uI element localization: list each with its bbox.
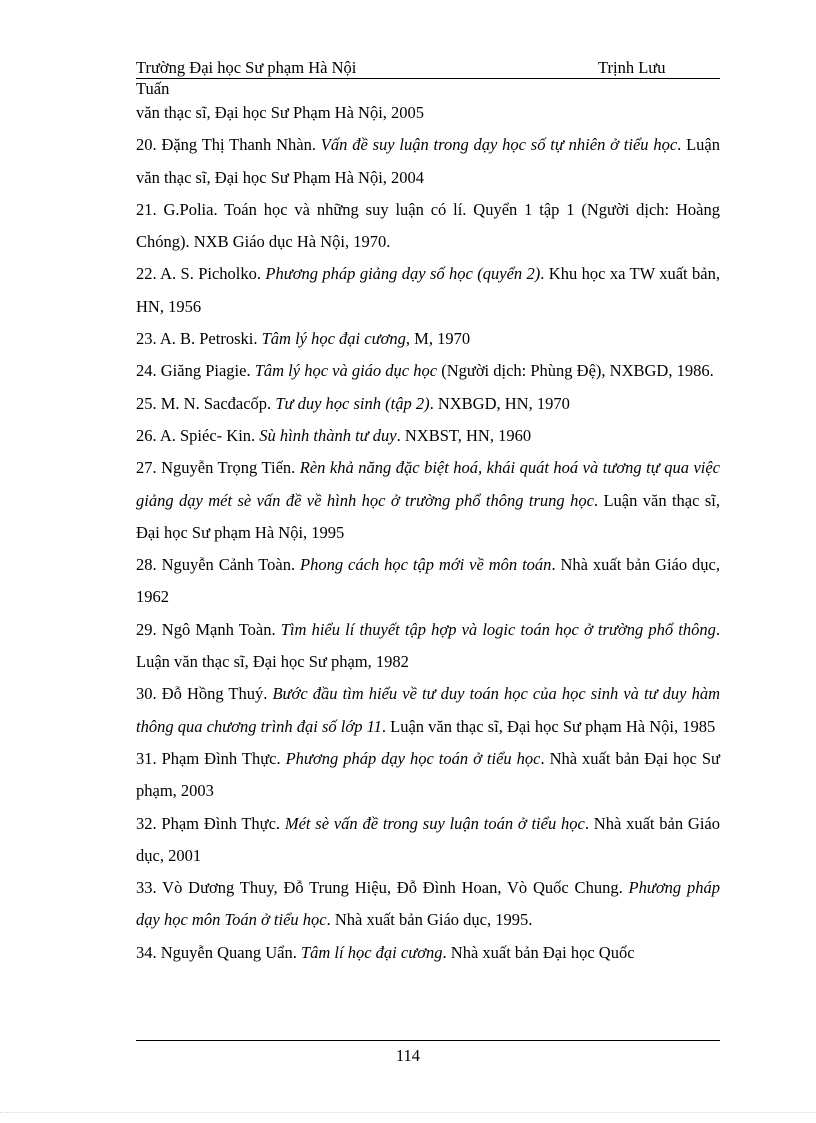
reference-title: Tìm hiểu lí thuyết tập hợp và logic toán học ở trường phổ thông (280, 619, 716, 639)
reference-text: 32. Phạm Đình Thực. (136, 813, 285, 833)
reference-text: . Nhà xuất bản Đại học Sư phạm, 2003 (136, 748, 720, 801)
reference-text: 31. Phạm Đình Thực. (136, 748, 286, 768)
header-institution: Trường Đại học Sư phạm Hà Nội (136, 58, 357, 77)
reference-title: Vấn đề suy luận trong dạy học số tự nhiên ở tiểu học (320, 135, 678, 155)
reference-title: Bước đầu tìm hiểu về tư duy toán học của học sinh và tư duy hàm thông qua chương trình đại số lớp 11 (136, 684, 720, 736)
reference-text: 24. Giăng Piagie. (136, 361, 255, 381)
reference-text: . Nhà xuất bản Giáo dục, 2001 (136, 813, 720, 865)
reference-list (136, 97, 720, 969)
reference-entry (136, 258, 720, 323)
reference-title: Sù hình thành tư duy (259, 425, 397, 445)
page-edge-divider (0, 1112, 816, 1113)
reference-text: . Nhà xuất bản Giáo dục, 1995. (326, 910, 533, 930)
reference-text: . Luận văn thạc sĩ, Đại học Sư phạm Hà Nội, 1985 (381, 716, 716, 736)
page-number: 114 (395, 1046, 421, 1065)
reference-title: Rèn khả năng đặc biệt hoá, khái quát hoá và tương tự qua việc giảng dạy mét sè vấn đề về hình học ở trường phổ thông trung học (136, 458, 720, 510)
reference-text: 28. Nguyễn Cảnh Toàn. (136, 555, 301, 575)
reference-text: . Khu học xa TW xuất bản, HN, 1956 (136, 264, 720, 316)
reference-entry (136, 937, 720, 969)
reference-text: 30. Đỗ Hồng Thuý. (136, 684, 273, 704)
reference-entry (136, 872, 720, 937)
reference-title: Tâm lý học và giáo dục học (254, 361, 438, 381)
reference-text: 23. A. B. Petroski. (136, 329, 262, 349)
reference-entry (136, 678, 720, 743)
reference-text: , M, 1970 (405, 329, 471, 349)
reference-text: 34. Nguyễn Quang Uẩn. (136, 942, 301, 962)
reference-entry (136, 614, 720, 679)
reference-text: . Nhà xuất bản Giáo dục, 1962 (136, 555, 720, 607)
reference-title: Tư duy học sinh (tập 2) (275, 393, 430, 413)
header-author: Trịnh Lưu (598, 58, 666, 77)
reference-text: . NXBST, HN, 1960 (396, 425, 532, 445)
reference-text: 21. G.Polia. Toán học và những suy luận có lí. Quyển 1 tập 1 (Người dịch: Hoàng Chóng). NXB Giáo dục Hà Nội, 1970. (136, 199, 720, 252)
reference-text: văn thạc sĩ, Đại học Sư Phạm Hà Nội, 2005 (136, 103, 425, 122)
reference-title: Phương pháp dạy học môn Toán ở tiểu học (136, 878, 720, 930)
reference-entry (136, 129, 720, 194)
reference-title: Phương pháp giảng dạy số học (quyển 2) (265, 264, 541, 284)
reference-text: . Luận văn thạc sĩ, Đại học Sư phạm Hà Nội, 1995 (136, 490, 720, 542)
reference-entry (136, 549, 720, 614)
reference-text: 33. Vò Dương Thuy, Đỗ Trung Hiệu, Đỗ Đình Hoan, Vò Quốc Chung. (136, 878, 629, 898)
reference-entry (136, 355, 720, 387)
reference-title: Phong cách học tập mới về môn toán (300, 555, 552, 575)
reference-text: . Luận văn thạc sĩ, Đại học Sư Phạm Hà Nội, 2004 (136, 135, 721, 187)
reference-entry (136, 97, 720, 129)
reference-entry (136, 420, 720, 452)
reference-entry (136, 452, 720, 549)
reference-entry (136, 194, 720, 259)
reference-entry (136, 388, 720, 420)
reference-text: 20. Đặng Thị Thanh Nhàn. (136, 135, 321, 155)
reference-text: . Luận văn thạc sĩ, Đại học Sư phạm, 1982 (136, 619, 720, 672)
reference-title: Tâm lí học đại cương (300, 942, 443, 962)
reference-text: 26. A. Spiéc- Kin. (136, 425, 260, 445)
reference-entry (136, 808, 720, 873)
reference-text: 29. Ngô Mạnh Toàn. (136, 619, 281, 639)
reference-text: . NXBGD, HN, 1970 (429, 393, 570, 413)
reference-text: 25. M. N. Sacđacốp. (136, 393, 276, 413)
reference-text: . Nhà xuất bản Đại học Quốc (442, 942, 635, 962)
reference-text: (Người dịch: Phùng Đệ), NXBGD, 1986. (437, 361, 714, 381)
running-header (136, 58, 720, 79)
reference-entry (136, 323, 720, 355)
footer-rule (136, 1040, 720, 1041)
header-author-overflow: Tuấn (136, 79, 170, 98)
reference-title: Mét sè vấn đề trong suy luận toán ở tiểu học (284, 813, 585, 833)
reference-title: Phương pháp dạy học toán ở tiểu học (285, 748, 541, 768)
reference-text: 22. A. S. Picholko. (136, 264, 266, 284)
reference-entry (136, 743, 720, 808)
reference-text: 27. Nguyễn Trọng Tiến. (136, 458, 300, 478)
reference-title: Tâm lý học đại cương (261, 329, 406, 349)
